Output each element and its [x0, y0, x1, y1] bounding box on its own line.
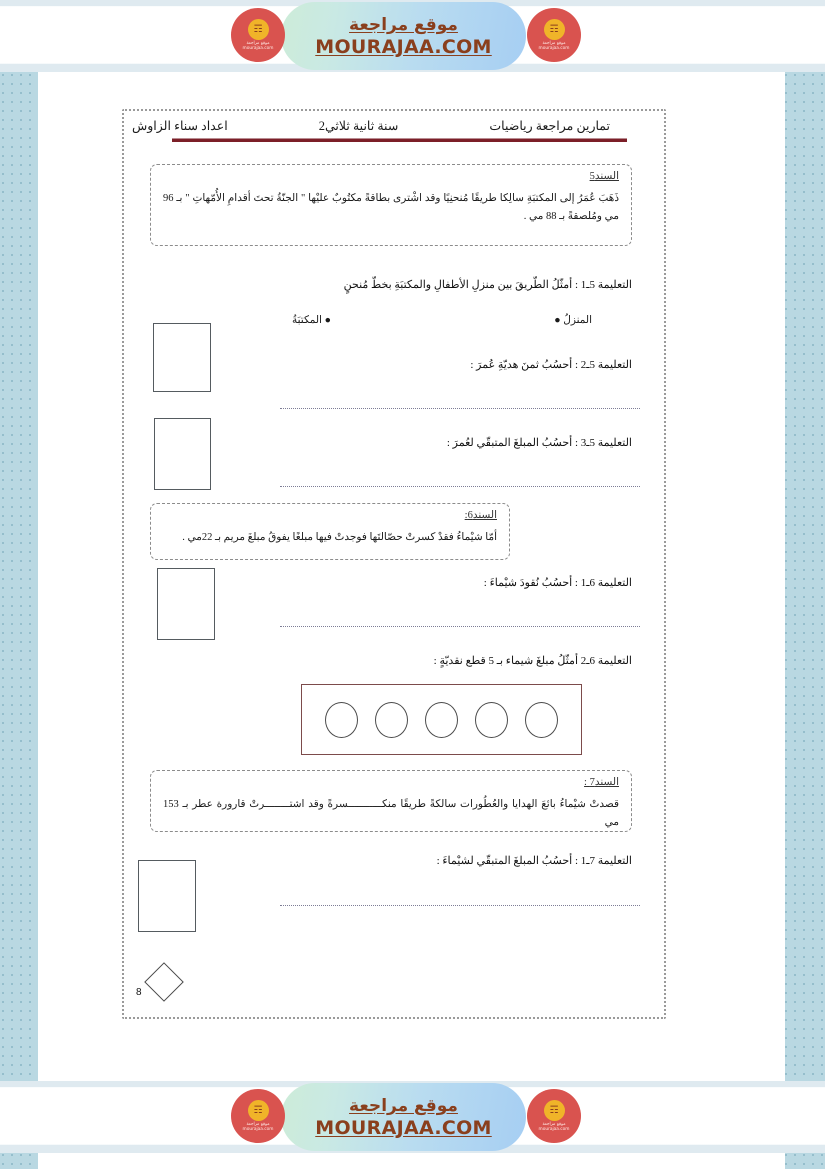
- coin-circle-4[interactable]: [375, 702, 408, 738]
- worksheet-content: [132, 118, 652, 1006]
- answer-line-5-3[interactable]: [280, 486, 640, 487]
- answer-line-7-1[interactable]: [280, 905, 640, 906]
- banner-text-block: [281, 4, 526, 68]
- point-library-label: ● المكتبَةُ: [292, 315, 331, 326]
- banner-arabic-title: موقع مراجعة: [349, 1095, 458, 1116]
- diamond-shape-icon: [144, 962, 184, 1002]
- coin-circle-1[interactable]: [525, 702, 558, 738]
- logo-badge-icon: ☶: [544, 19, 565, 40]
- logo-caption-url: mourajaa.com: [538, 1127, 570, 1132]
- coin-circle-5[interactable]: [325, 702, 358, 738]
- answer-box-5-1[interactable]: [153, 323, 211, 392]
- header-level: سنة ثانية ثلاثي2: [318, 119, 399, 133]
- instruction-7-1: التعليمة 7ـ1 : أحسُبُ المبلغَ المتبقّي لشيْماءَ :: [436, 855, 632, 867]
- banner-site-url[interactable]: MOURAJAA.COM: [315, 35, 492, 58]
- site-logo-left-icon: [231, 8, 285, 62]
- instruction-6-2: التعليمة 6ـ2 أمثّلُ مبلغَ شيماء بـ 5 قطع نقديّةٍ :: [433, 655, 632, 667]
- instruction-5-1: التعليمة 5ـ1 : أمثّلُ الطّريقَ بين منزلِ الأطفالِ والمكتبَةِ بخطّ مُنحنٍ: [343, 279, 632, 291]
- page-number-ornament: [132, 964, 192, 1010]
- answer-line-5-2[interactable]: [280, 408, 640, 409]
- support-7-title: السند7 :: [584, 777, 619, 788]
- banner-text-block: [281, 1085, 526, 1149]
- support-6-body: أمّا شيْماءُ فقدْ كسرتْ حصّالتَها فوجدتْ فيها مبلغًا يفوقُ مبلغَ مريم بـ 22مي .: [182, 532, 497, 543]
- support-5-body: ذَهَبَ عُمَرُ إلى المكتبَةِ سالِكا طريقًا مُنحنِيًا وقد اشْترى بطاقةً مكتُوبٌ عليْها " الجنّةُ تحتَ أقدامِ الأُمّهاتِ " بـ 96 مي ومُلصقةً بـ 88 مي .: [163, 193, 619, 222]
- support-box-5: [150, 164, 632, 246]
- point-house-label: المنزلُ ●: [554, 315, 592, 326]
- support-6-title: السند6:: [464, 510, 497, 521]
- logo-caption-url: mourajaa.com: [242, 46, 274, 51]
- banner-site-url[interactable]: MOURAJAA.COM: [315, 1116, 492, 1139]
- support-box-6: [150, 503, 510, 560]
- page-number: 8: [136, 987, 142, 998]
- coin-circle-2[interactable]: [475, 702, 508, 738]
- promo-banner-bottom: [0, 1081, 825, 1153]
- worksheet-header: [132, 118, 632, 134]
- instruction-5-2: التعليمة 5ـ2 : أحسُبُ ثمنَ هديّةِ عُمرَ :: [470, 359, 632, 371]
- promo-banner-top: [0, 0, 825, 72]
- site-logo-right-icon: [527, 1089, 581, 1143]
- support-7-body: قصدتْ شيْماءُ بائعَ الهدايا والعُطُورات سالكةً طريقًا منكـــــــــــسرةً وقد اشتــــــــرتْ قارورة عطر بـ 153 مي: [163, 799, 619, 828]
- points-row: [292, 314, 592, 326]
- site-logo-left-icon: [231, 1089, 285, 1143]
- instruction-6-1: التعليمة 6ـ1 : أحسُبُ نُقودَ شيْماءَ :: [483, 577, 632, 589]
- banner-arabic-title: موقع مراجعة: [349, 14, 458, 35]
- logo-caption-arabic: موقع مراجعة: [246, 40, 270, 46]
- coin-circle-3[interactable]: [425, 702, 458, 738]
- instruction-5-3: التعليمة 5ـ3 : أحسُبُ المبلغَ المتبقّي لعُمرَ :: [446, 437, 632, 449]
- answer-box-5-2[interactable]: [154, 418, 211, 490]
- logo-badge-icon: ☶: [248, 1100, 269, 1121]
- logo-caption-arabic: موقع مراجعة: [246, 1121, 270, 1127]
- logo-caption-url: mourajaa.com: [242, 1127, 274, 1132]
- support-5-title: السند5: [589, 171, 619, 182]
- logo-caption-arabic: موقع مراجعة: [542, 1121, 566, 1127]
- logo-badge-icon: ☶: [248, 19, 269, 40]
- header-subject: تمارين مراجعة رياضيات: [489, 119, 610, 133]
- coins-answer-box[interactable]: [301, 684, 582, 755]
- logo-caption-url: mourajaa.com: [538, 46, 570, 51]
- answer-box-7-1[interactable]: [138, 860, 196, 932]
- logo-caption-arabic: موقع مراجعة: [542, 40, 566, 46]
- support-box-7: [150, 770, 632, 832]
- answer-box-6-1[interactable]: [157, 568, 215, 640]
- header-author: اعداد سناء الزاوش: [132, 119, 228, 133]
- answer-line-6-1[interactable]: [280, 626, 640, 627]
- header-divider: [172, 138, 627, 142]
- site-logo-right-icon: [527, 8, 581, 62]
- logo-badge-icon: ☶: [544, 1100, 565, 1121]
